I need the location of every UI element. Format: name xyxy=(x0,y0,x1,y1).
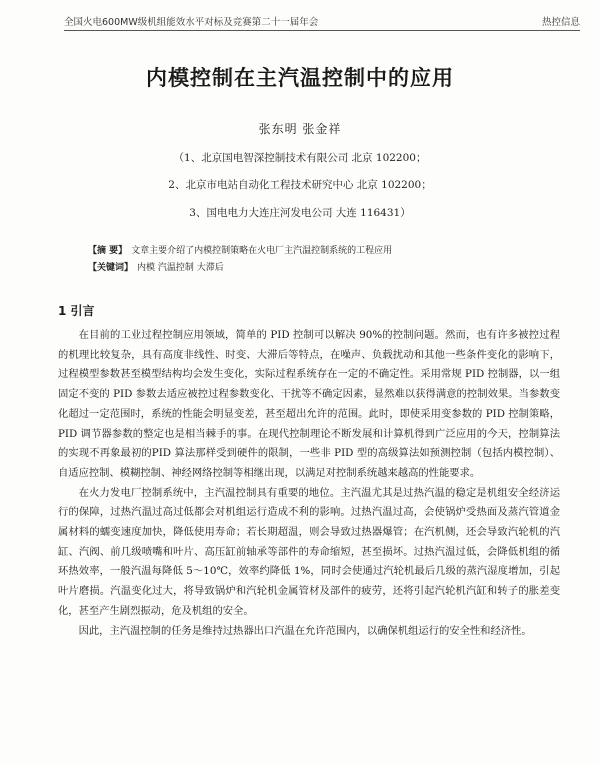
section-body xyxy=(58,326,560,641)
keywords-label: 【关键词】 xyxy=(88,263,134,273)
abstract-label: 【摘 要】 xyxy=(88,246,128,256)
abstract-block xyxy=(88,243,530,277)
running-header-column: 热控信息 xyxy=(541,17,580,28)
section-heading-introduction: 1 引言 xyxy=(58,304,95,318)
running-header-conference: 全国火电600MW级机组能效水平对标及竞赛第二十一届年会 xyxy=(64,17,319,28)
affiliation-3: 3、国电电力大连庄河发电公司 大连 116431） xyxy=(189,207,411,219)
keywords xyxy=(88,260,530,277)
affiliation-2: 2、北京市电站自动化工程技术研究中心 北京 102200； xyxy=(168,179,432,191)
running-header xyxy=(64,12,580,31)
keywords-text: 内模 汽温控制 大滞后 xyxy=(137,263,224,273)
paper-title: 内模控制在主汽温控制中的应用 xyxy=(146,66,454,90)
abstract xyxy=(88,243,530,260)
body-paragraph: 在目前的工业过程控制应用领域，简单的 PID 控制可以解决 90%的控制问题。然而，也有许多被控过程的机理比较复杂，具有高度非线性、时变、大滞后等特点，在噪声、负载扰动和其他一些条件变化的影响下，过程模型参数甚至模型结构均会发生变化，实际过程系统存在一定的不确定性。采用常规 PID 控制器，以一组固定不变的 PID 参数去适应被控过程参数变化、干扰等不确定因素，显然难以获得满意的控制效果。当参数变化超过一定范围时，系统的性能会明显变差，甚至超出允许的范围。此时，即使采用变参数的 PID 控制策略，PID 调节器参数的整定也是相当棘手的事。在现代控制理论不断发展和计算机得到广泛应用的今天，控制算法的实现不再象最初的PID 算法那样受到硬件的限制，一些非 PID 型的高级算法如预测控制（包括内模控制）、自适应控制、模糊控制、神经网络控制等相继出现，以满足对控制系统越来越高的性能要求。 xyxy=(58,329,560,479)
body-paragraph: 在火力发电厂控制系统中，主汽温控制具有重要的地位。主汽温尤其是过热汽温的稳定是机组安全经济运行的保障，过热汽温过高过低都会对机组运行造成不利的影响。过热汽温过高，会使锅炉受热面及蒸汽管道金属材料的蠕变速度加快，降低使用寿命；若长期超温，则会导致过热器爆管；在汽机侧，还会导致汽轮机的汽缸、汽阀、前几级喷嘴和叶片、高压缸前轴承等部件的寿命缩短，甚至损坏。过热汽温过低，会降低机组的循环热效率，一般汽温每降低 5～10℃，效率约降低 1%，同时会使通过汽轮机最后几级的蒸汽湿度增加，引起叶片磨损。汽温变化过大，将导致锅炉和汽轮机金属管材及部件的疲劳，还将引起汽轮机汽缸和转子的胀差变化，甚至产生剧烈振动，危及机组的安全。 xyxy=(58,486,560,617)
affiliation-1: （1、北京国电智深控制技术有限公司 北京 102200； xyxy=(173,152,427,164)
abstract-text: 文章主要介绍了内模控制策略在火电厂主汽温控制系统的工程应用 xyxy=(131,246,393,256)
body-paragraph: 因此，主汽温控制的任务是维持过热器出口汽温在允许范围内，以确保机组运行的安全性和经济性。 xyxy=(78,624,532,637)
authors: 张东明 张金祥 xyxy=(258,122,342,136)
